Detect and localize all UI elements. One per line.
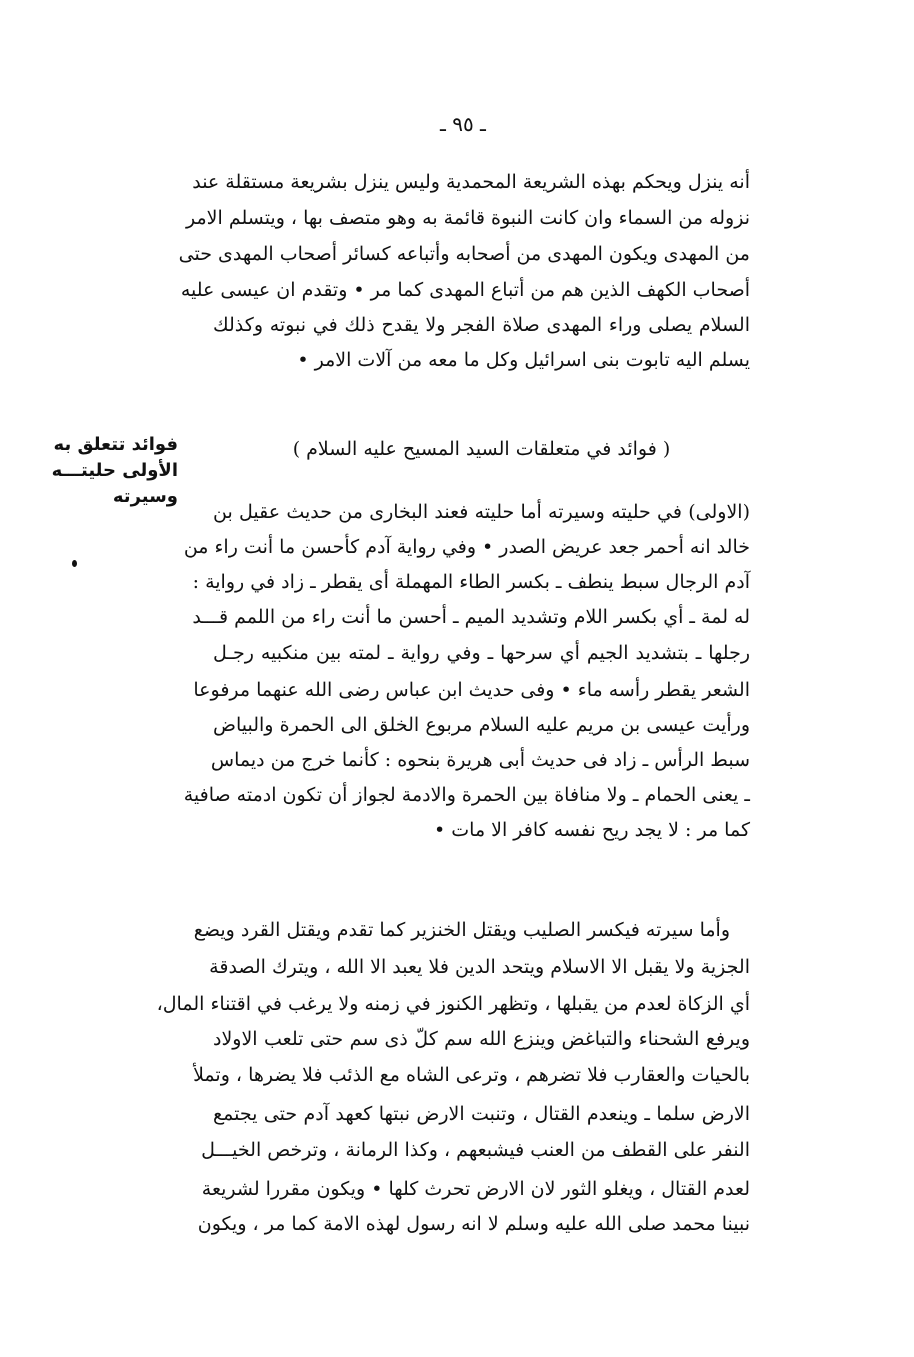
text-line: ويرفع الشحناء والتباغض وينزع الله سم كلّ ذى سم حتى تلعب الاولاد: [213, 1028, 750, 1050]
text-line: نزوله من السماء وان كانت النبوة قائمة به وهو متصف بها ، ويتسلم الامر: [186, 207, 750, 229]
text-line: بالحيات والعقارب فلا تضرهم ، وترعى الشاه مع الذئب فلا يضرها ، وتملأ: [193, 1064, 750, 1086]
text-line: الجزية ولا يقبل الا الاسلام ويتحد الدين فلا يعبد الا الله ، ويترك الصدقة: [209, 956, 750, 978]
text-line: رجلها ـ بتشديد الجيم أي سرحها ـ وفي رواية ـ لمته بين منكبيه رجـل: [213, 642, 750, 664]
margin-dot: [72, 560, 77, 567]
text-line: نبينا محمد صلى الله عليه وسلم لا انه رسول لهذه الامة كما مر ، ويكون: [197, 1213, 750, 1235]
margin-note-line: فوائد تتعلق به: [53, 434, 178, 455]
margin-note-line: وسيرته: [112, 486, 178, 507]
text-line: يسلم اليه تابوت بنى اسرائيل وكل ما معه من آلات الامر •: [297, 349, 750, 371]
text-line: الارض سلما ـ وينعدم القتال ، وتنبت الارض نبتها كعهد آدم حتى يجتمع: [213, 1103, 750, 1125]
text-line: (الاولى) في حليته وسيرته أما حليته فعند البخارى من حديث عقيل بن: [213, 501, 750, 523]
text-line: وأما سيرته فيكسر الصليب ويقتل الخنزير كما تقدم ويقتل القرد ويضع: [193, 919, 730, 941]
section-heading: ( فوائد في متعلقات السيد المسيح عليه السلام ): [292, 438, 671, 460]
text-line: من المهدى ويكون المهدى من أصحابه وأتباعه كسائر أصحاب المهدى حتى: [178, 243, 750, 265]
margin-note: [28, 432, 178, 510]
page-number: ـ ٩٥ ـ: [440, 112, 486, 136]
text-line: آدم الرجال سبط ينطف ـ بكسر الطاء المهملة أى يقطر ـ زاد في رواية :: [192, 571, 750, 593]
text-line: كما مر : لا يجد ريح نفسه كافر الا مات •: [434, 819, 750, 841]
text-line: سبط الرأس ـ زاد فى حديث أبى هريرة بنحوه : كأنما خرج من ديماس: [210, 749, 750, 771]
text-line: الشعر يقطر رأسه ماء • وفى حديث ابن عباس رضى الله عنهما مرفوعا: [193, 679, 750, 701]
text-line: خالد انه أحمر جعد عريض الصدر • وفي رواية آدم كأحسن ما أنت راء من: [183, 536, 750, 558]
text-line: ورأيت عيسى بن مريم عليه السلام مربوع الخلق الى الحمرة والبياض: [213, 714, 750, 736]
text-line: له لمة ـ أي بكسر اللام وتشديد الميم ـ أحسن ما أنت راء من اللمم قـــد: [192, 606, 750, 628]
text-line: النفر على القطف من العنب فيشبعهم ، وكذا الرمانة ، وترخص الخيـــل: [201, 1139, 750, 1161]
margin-note-line: الأولى حليتـــه: [51, 460, 178, 481]
text-line: لعدم القتال ، ويغلو الثور لان الارض تحرث كلها • ويكون مقررا لشريعة: [201, 1178, 750, 1200]
text-line: أصحاب الكهف الذين هم من أتباع المهدى كما مر • وتقدم ان عيسى عليه: [180, 279, 750, 301]
text-line: السلام يصلى وراء المهدى صلاة الفجر ولا يقدح ذلك في نبوته وكذلك: [213, 314, 750, 336]
text-line: ـ يعنى الحمام ـ ولا منافاة بين الحمرة والادمة لجواز أن تكون ادمته صافية: [183, 784, 750, 806]
text-line: أي الزكاة لعدم من يقبلها ، وتظهر الكنوز في زمنه ولا يرغب في اقتناء المال،: [156, 993, 750, 1015]
text-line: أنه ينزل ويحكم بهذه الشريعة المحمدية وليس ينزل بشريعة مستقلة عند: [192, 171, 750, 193]
